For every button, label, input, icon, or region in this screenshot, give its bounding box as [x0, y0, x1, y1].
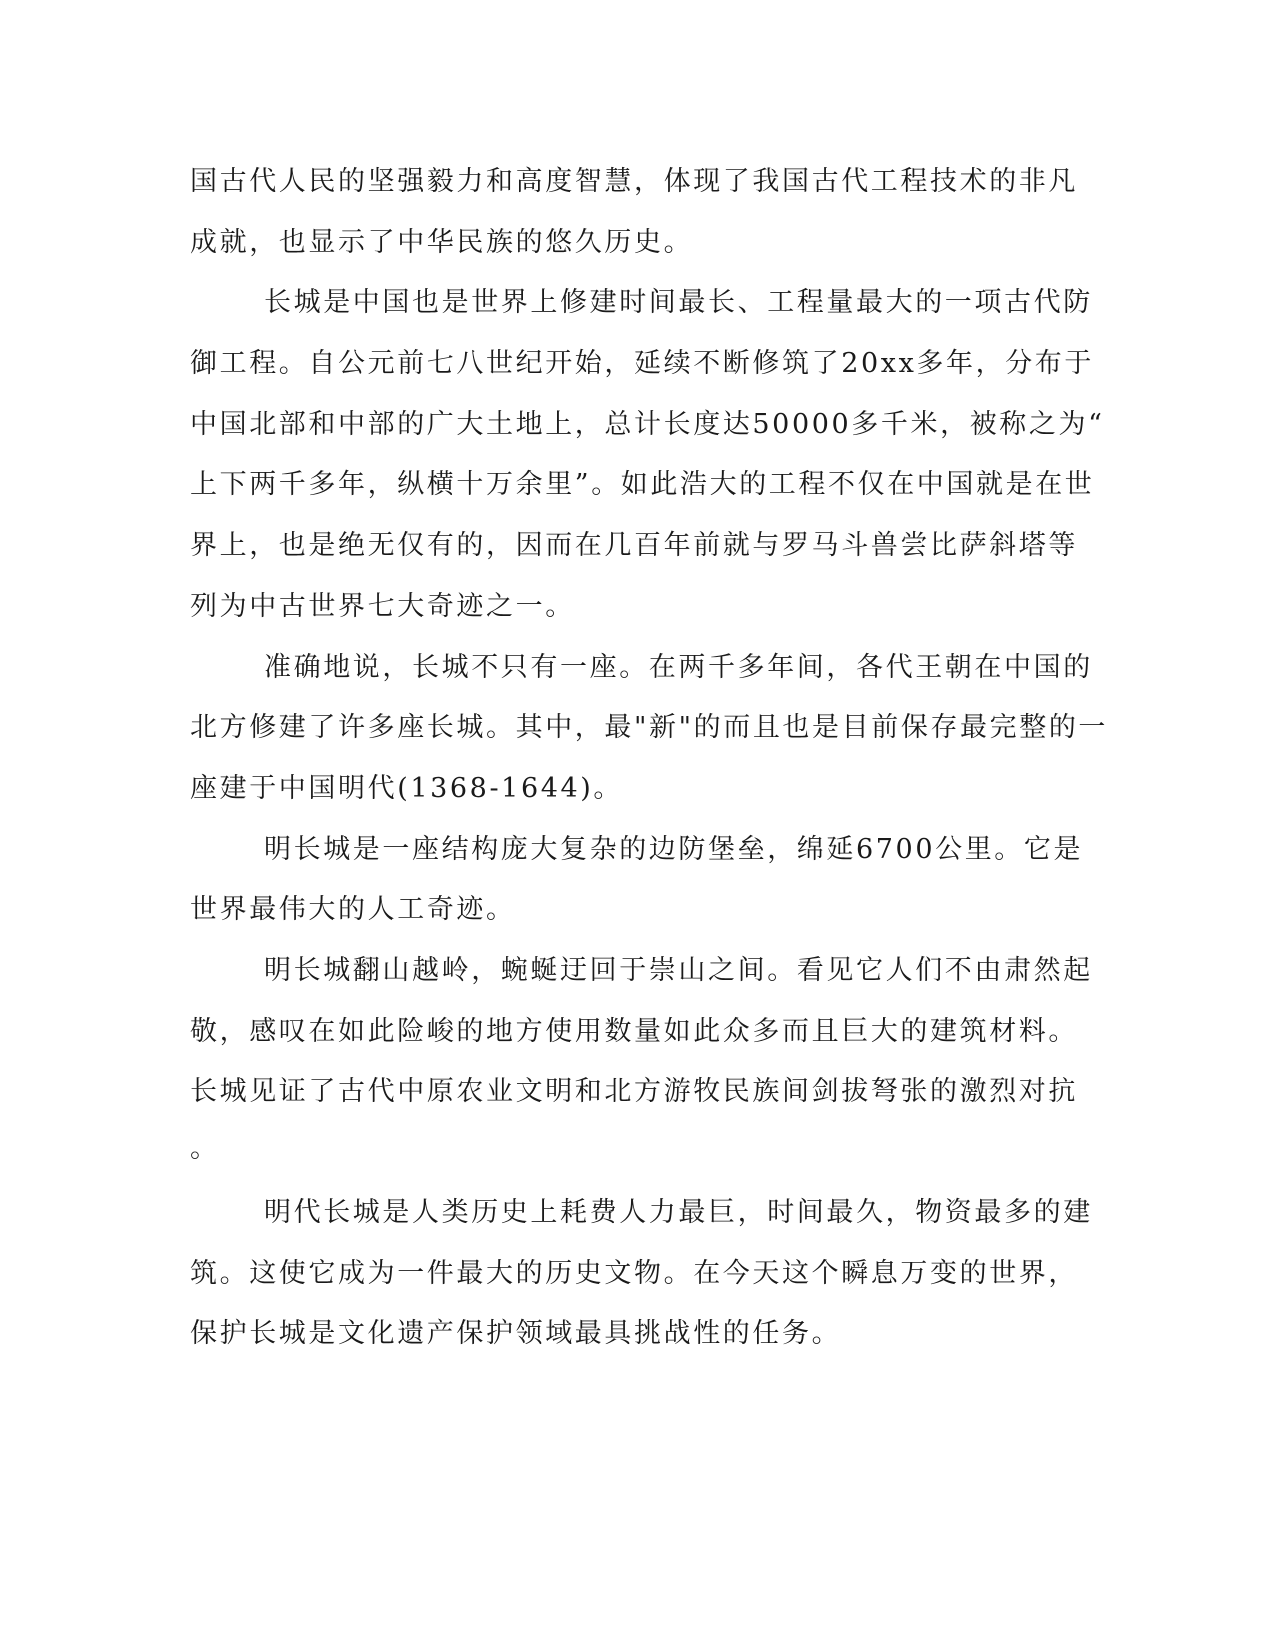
paragraph-start-line: 明代长城是人类历史上耗费人力最巨，时间最久，物资最多的建 — [264, 1197, 1093, 1228]
text-line: 保护长城是文化遗产保护领域最具挑战性的任务。 — [190, 1318, 842, 1349]
text-line: 列为中古世界七大奇迹之一。 — [190, 591, 575, 622]
paragraph-start-line: 明长城翻山越岭，蜿蜒迂回于崇山之间。看见它人们不由肃然起 — [264, 955, 1093, 986]
text-line: 座建于中国明代(1368-1644)。 — [190, 773, 624, 804]
text-line: 国古代人民的坚强毅力和高度智慧，体现了我国古代工程技术的非凡 — [190, 166, 1078, 197]
text-line: 筑。这使它成为一件最大的历史文物。在今天这个瞬息万变的世界， — [190, 1258, 1078, 1289]
text-line: 界上，也是绝无仅有的，因而在几百年前就与罗马斗兽尝比萨斜塔等 — [190, 530, 1078, 561]
text-line: 长城见证了古代中原农业文明和北方游牧民族间剑拔弩张的激烈对抗 — [190, 1076, 1078, 1107]
text-line: 成就，也显示了中华民族的悠久历史。 — [190, 227, 694, 258]
paragraph-start-line: 长城是中国也是世界上修建时间最长、工程量最大的一项古代防 — [264, 287, 1093, 318]
paragraph-start-line: 准确地说，长城不只有一座。在两千多年间，各代王朝在中国的 — [264, 652, 1093, 683]
text-line: 世界最伟大的人工奇迹。 — [190, 894, 516, 925]
text-line: 北方修建了许多座长城。其中，最"新"的而且也是目前保存最完整的一 — [190, 712, 1109, 743]
paragraph-start-line: 明长城是一座结构庞大复杂的边防堡垒，绵延6700公里。它是 — [264, 834, 1084, 865]
text-line: 中国北部和中部的广大土地上，总计长度达50000多千米，被称之为“ — [190, 409, 1105, 440]
text-line: 。 — [190, 1133, 220, 1164]
text-line: 上下两千多年，纵横十万余里”。如此浩大的工程不仅在中国就是在世 — [190, 469, 1095, 500]
text-line: 敬，感叹在如此险峻的地方使用数量如此众多而且巨大的建筑材料。 — [190, 1016, 1078, 1047]
text-line: 御工程。自公元前七八世纪开始，延续不断修筑了20xx多年，分布于 — [190, 348, 1095, 379]
